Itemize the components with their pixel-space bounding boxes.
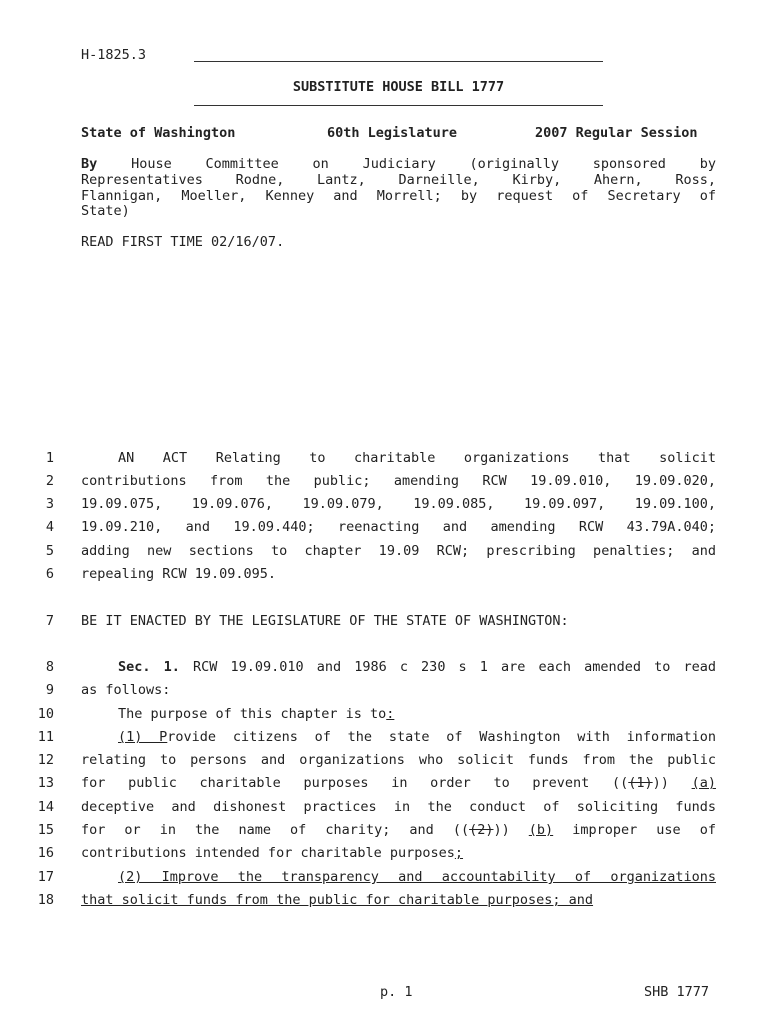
line-number: 10 (37, 706, 54, 722)
header-rule-bottom (194, 105, 603, 106)
body-line-17: (2) Improve the transparency and accountability of organizations (118, 869, 716, 885)
header-rule-top (194, 61, 603, 62)
inserted-text: (1) P (118, 729, 168, 745)
body-line-11 (118, 729, 716, 745)
purpose-text: The purpose of this chapter is to (118, 706, 387, 722)
line-number: 6 (45, 566, 54, 582)
sponsors-text-1: House Committee on Judiciary (originally sponsored by (131, 156, 716, 172)
session: 2007 Regular Session (535, 125, 698, 141)
inserted-text: : (386, 706, 395, 722)
body-line-2: contributions from the public; amending RCW 19.09.010, 19.09.020, (81, 473, 716, 489)
page-number: p. 1 (380, 984, 413, 1000)
section-heading: Sec. 1. (118, 659, 180, 675)
sponsors-line-3: Flannigan, Moeller, Kenney and Morrell; by request of Secretary of (81, 188, 716, 204)
line-number: 15 (37, 822, 54, 838)
sponsors-line-2: Representatives Rodne, Lantz, Darneille, Kirby, Ahern, Ross, (81, 172, 716, 188)
line-number: 11 (37, 729, 54, 745)
read-first-time: READ FIRST TIME 02/16/07. (81, 234, 285, 250)
line-number: 9 (45, 682, 54, 698)
body-line-15 (81, 822, 716, 838)
line-number: 13 (37, 775, 54, 791)
body-line-5: adding new sections to chapter 19.09 RCW; prescribing penalties; and (81, 543, 716, 559)
line-number: 14 (37, 799, 54, 815)
charity-text: for or in the name of charity; and (( (81, 822, 470, 838)
provide-text: rovide citizens of the state of Washington with information (167, 729, 716, 745)
body-line-14: deceptive and dishonest practices in the conduct of soliciting funds (81, 799, 716, 815)
sponsors-line-1 (81, 156, 716, 172)
inserted-text: (a) (691, 775, 716, 791)
section-amendment: RCW 19.09.010 and 1986 c 230 s 1 are each amended to read (192, 659, 716, 675)
body-line-4: 19.09.210, and 19.09.440; reenacting and amending RCW 43.79A.040; (81, 519, 716, 535)
inserted-text: ; (454, 845, 464, 861)
body-line-16 (81, 845, 716, 861)
body-line-12: relating to persons and organizations who solicit funds from the public (81, 752, 716, 768)
paren-close: )) (652, 775, 669, 791)
line-number: 1 (45, 450, 54, 466)
state-name: State of Washington (81, 125, 236, 141)
body-line-13 (81, 775, 716, 791)
line-number: 17 (37, 869, 54, 885)
by-label: By (81, 156, 98, 172)
body-line-6: repealing RCW 19.09.095. (81, 566, 277, 582)
line-number: 7 (45, 613, 54, 629)
body-line-3: 19.09.075, 19.09.076, 19.09.079, 19.09.085, 19.09.097, 19.09.100, (81, 496, 716, 512)
body-line-10 (118, 706, 753, 722)
line-number: 5 (45, 543, 54, 559)
line-number: 8 (45, 659, 54, 675)
deleted-text: (1) (628, 775, 653, 791)
line-number: 12 (37, 752, 54, 768)
line-number: 2 (45, 473, 54, 489)
body-line-18: that solicit funds from the public for charitable purposes; and (81, 892, 594, 908)
paren-close: )) (493, 822, 510, 838)
improper-text: improper use of (572, 822, 716, 838)
legislature: 60th Legislature (327, 125, 458, 141)
footer-bill-id: SHB 1777 (644, 984, 710, 1000)
bill-title: SUBSTITUTE HOUSE BILL 1777 (292, 79, 505, 95)
line-number: 16 (37, 845, 54, 861)
line-number: 4 (45, 519, 54, 535)
inserted-text: (b) (528, 822, 554, 838)
line-number: 3 (45, 496, 54, 512)
line-number: 18 (37, 892, 54, 908)
body-line-9: as follows: (81, 682, 171, 698)
prevent-text: for public charitable purposes in order to prevent (( (81, 775, 629, 791)
sponsors-line-4: State) (81, 203, 130, 219)
contributions-text: contributions intended for charitable purposes (81, 845, 455, 861)
deleted-text: (2) (469, 822, 494, 838)
body-line-8 (118, 659, 716, 675)
enacting-clause: BE IT ENACTED BY THE LEGISLATURE OF THE STATE OF WASHINGTON: (81, 613, 569, 629)
document-id: H-1825.3 (81, 47, 147, 63)
body-line-1: AN ACT Relating to charitable organizations that solicit (118, 450, 716, 466)
